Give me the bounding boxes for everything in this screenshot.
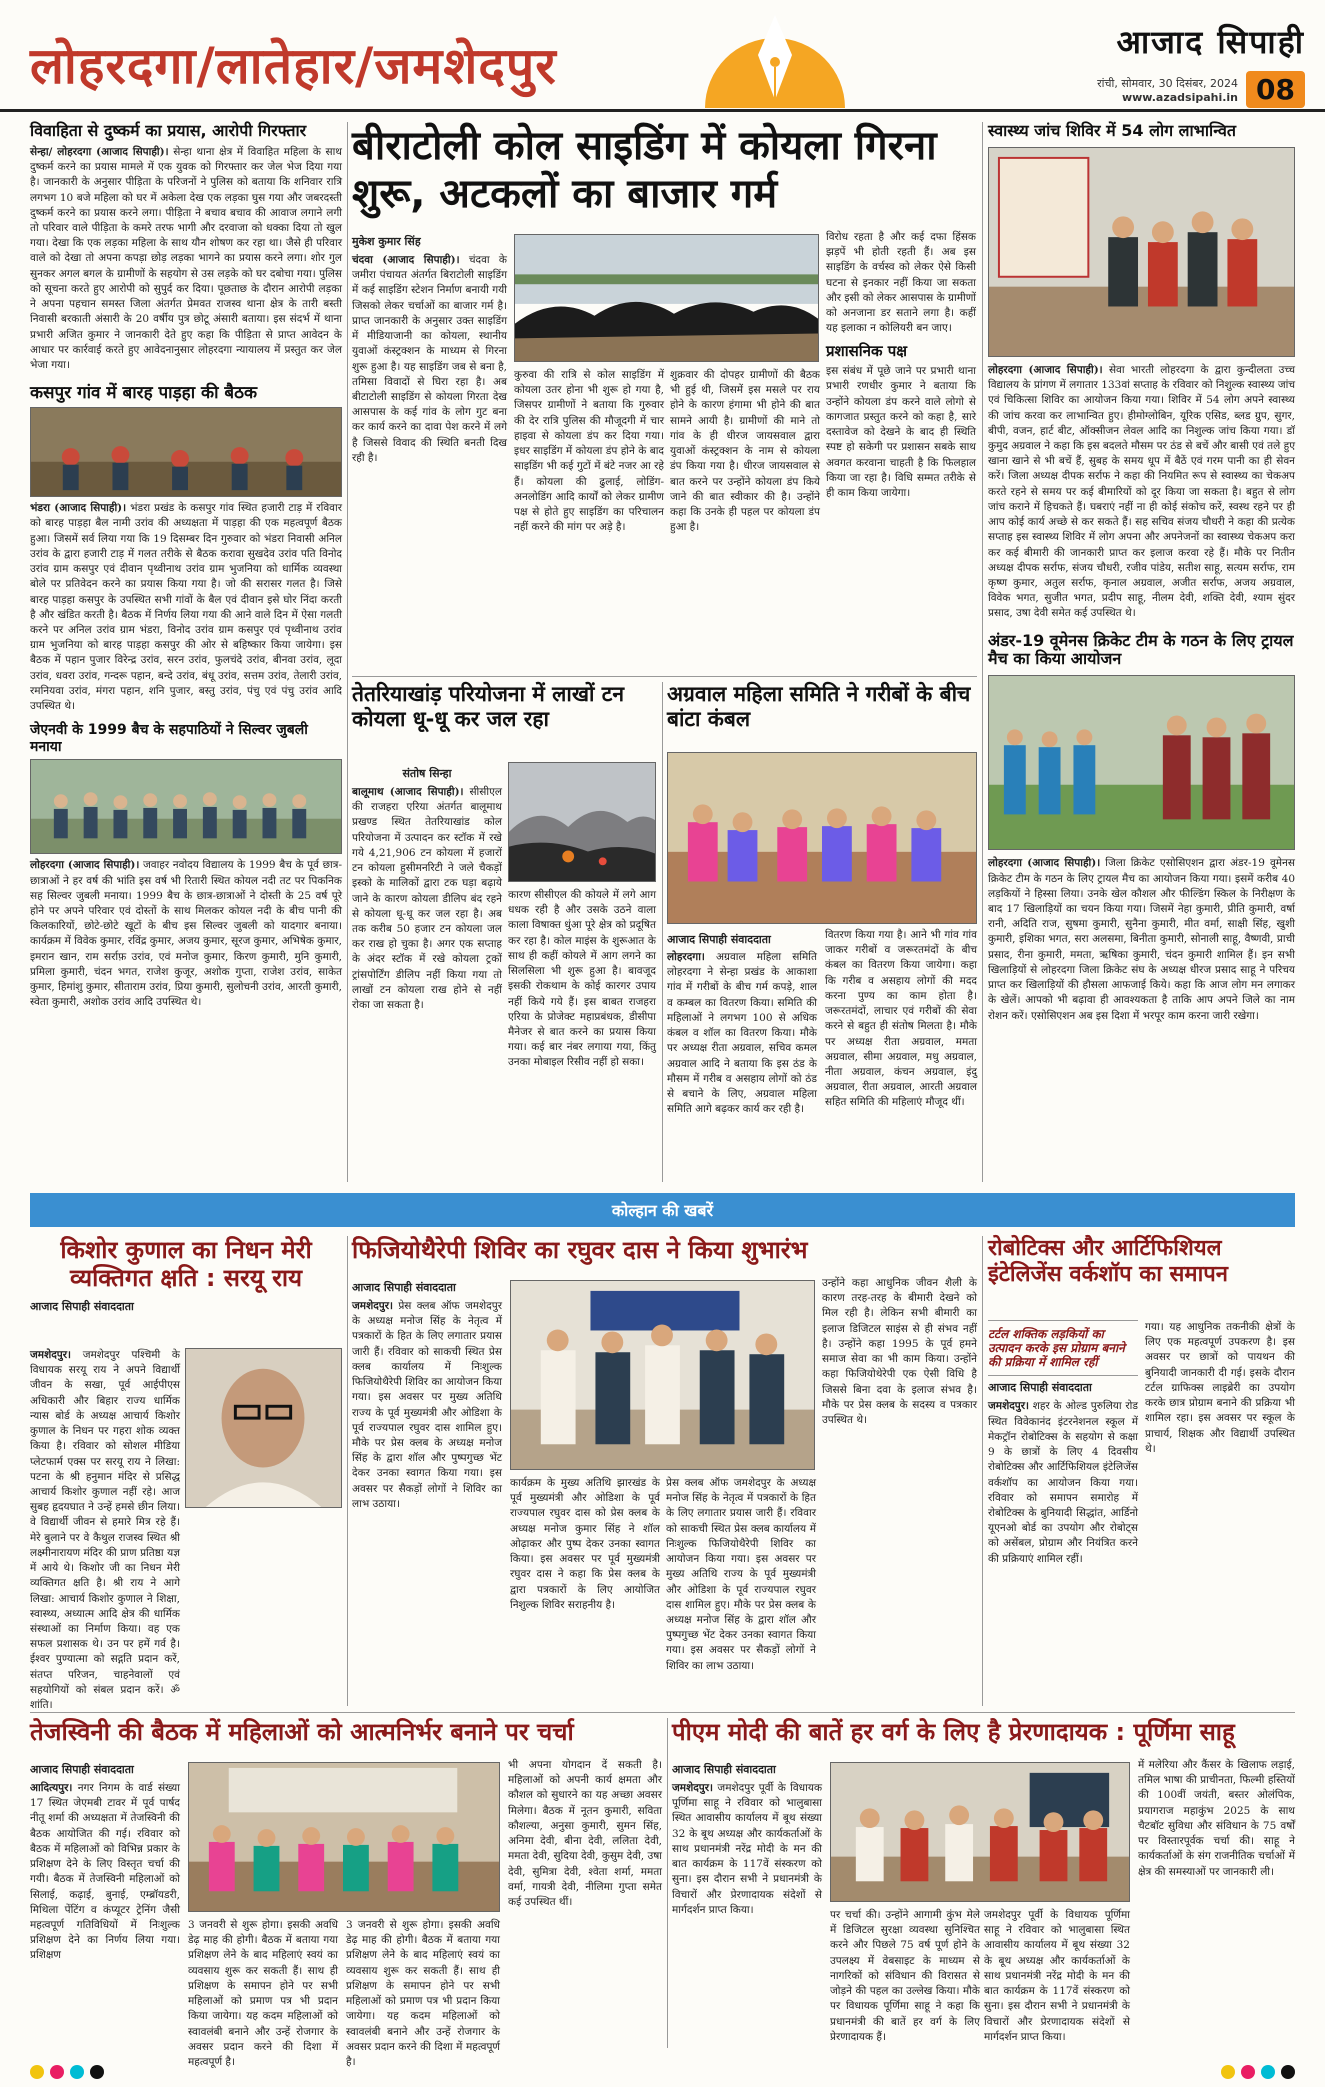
- tetariyakhand-body-2: कारण सीसीएल की कोयले में लगे आग धधक रही है और उसके उठने वाला काला विषाक्त धुंआ पूरे क्षेत्र को प्रदूषित कर रहा है। कोल माइंस के शुरूआत के साथ ही कहीं कोयले में आग लगने का सिलसिला भी शुरू हुआ है। बावजूद इसकी रोकथाम के कोई कारगर उपाय नहीं किये गये हैं। इस बाबत राजहरा एरिया के प्रोजेक्ट महाप्रबंधक, डीसीपा मैनेजर से बात करने का प्रयास किया गया। कई बार नंबर लगाया गया, किंतु उनका मोबाइल रिसीव नहीं हो सका।: [508, 889, 656, 1069]
- kolhan-section-bar: [30, 1193, 1295, 1227]
- dowry-headline: विवाहिता से दुष्कर्म का प्रयास, आरोपी गिरफ्तार: [30, 121, 307, 140]
- coal-body-2: कुरुवा की रात्रि से कोल साइडिंग में कोयला उतर होना भी शुरू हो गया है, जिसपर ग्रामीणों ने बताया कि गुरुवार की देर रात्रि पुलिस की मौजूदगी में चार हाइवा से कोयला डंप कर दिया गया। इधर साइडिंग में कोयला डंप होने के बाद साइडिंग भी कई गुटों में बंटे नजर आ रहे हैं। कोयला की ढुलाई, लोडिंग-अनलोडिंग आदि कार्यों को लेकर ग्रामीण पक्ष से होते हुए साइडिंग का परिचालन नहीं करने की मांग पर अड़े है।: [514, 369, 664, 534]
- kishore-byline: आजाद सिपाही संवाददाता: [30, 1299, 134, 1313]
- kishore-headline: किशोर कुणाल का निधन मेरी व्यक्तिगत क्षति : सरयू राय: [60, 1236, 312, 1293]
- masthead: [0, 0, 1325, 112]
- saryu-rai-photo: [185, 1348, 342, 1508]
- dowry-text: सेन्हा थाना क्षेत्र में विवाहित महिला के साथ दुष्कर्म करने का प्रयास मामले में एक युवक को गिरफ्तार कर जेल भेज दिया गया है। जानकारी के अनुसार पीड़िता के परिजनों ने पुलिस को बताया कि शनिवार रात्रि लगभग 10 बजे महिला को घर में अकेला देख एक लड़का घुस गया और जबरदस्ती दुष्कर्म करने का प्रयास करने लगा। पीड़िता ने बचाव बचाव की आवाज लगाने लगी तो परिवार वाले पीड़िता के कमरे तरफ भागी और दरवाजा को धक्का दिया तो खुल गया। देखा कि एक लड़का महिला के साथ यौन शोषण कर रहा था। जैसे ही परिवार वाले को देखा तो अपना कपड़ा छोड़ लड़का भागने का प्रयास करने लगा। शोर गुल सुनकर अगल बगल के ग्रामीणों के सहयोग से उस लड़के को घर दबोचा गया। पुलिस को सूचना करते हुए आरोपी को सुपुर्द कर दिया। पूछताछ के दौरान आरोपी लड़का ने अपना पहचान समस्त जिला अंतर्गत प्रेमवत राजस्व थाना क्षेत्र के तारी बस्ती निवासी बरकाती अंसारी के 20 वर्षीय पुत्र छोटू अंसारी बताया। इस संदर्भ में थाना प्रभारी अजित कुमार ने जानकारी देते हुए कहा कि पीड़िता से प्राप्त आवेदन के आधार पर कार्रवाई करते हुए आवेदनानुसार लोहरदगा न्यायालय में प्रस्तुत कर जेल भेजा गया।: [30, 145, 343, 371]
- kaspur-text: भंडरा प्रखंड के कसपुर गांव स्थित हजारी टाड़ में रविवार को बारह पाड़हा बैल नामी उरांव की अध्यक्षता में पाड़हा की एक महत्वपूर्ण बैठक हुआ। जिसमें सर्व लिया गया कि 19 दिसम्बर दिन गुरुवार को भंडरा निवासी अनिल उरांव के द्वारा हजारी टाड़ में गलत तरीके से बैठक करावा सुखदेव उरांव पति विनोद उरांव ग्राम कसपुर एवं दीवान पृथ्वीनाथ उरांव ग्राम भुजनिया को धार्मिक व्यवस्था बोले पर प्रतिवेदन करने का प्रयास किया गया है। जो की सरासर गलत है। जिसे बारह पाड़हा कसपुर के उपस्थित सभी गांवों के बैल एवं दीवान इसे घोर निंदा करती है और खंडित करती है। बैठक में निर्णय लिया गया की आने वाले दिन में ऐसा गलती करने पर अनिल उरांव ग्राम भंडरा, विनोद उरांव ग्राम कसपुर एवं पृथ्वीनाथ उरांव ग्राम भुजनिया को बारह पाड़हा कसपुर की ओर से बहिष्कार किया जायेगा। इस बैठक में पहान पुजार विरेन्द्र उरांव, सरन उरांव, फुलचंदे उरांव, बीनवा उरांव, लूदा उरांव, धवरा उरांव, गन्दरू पहान, बन्दे उरांव, बंधू उरांव, सत्तम उरांव, तेलारी उरांव, रमनियवा उरांव, मंगरा पहान, शनि पुजार, बस्तु उरांव, पंचु एवं पंचु उरांव आदि उपस्थित थे।: [30, 502, 343, 713]
- jnv-text: जवाहर नवोदय विद्यालय के 1999 बैच के पूर्व छात्र-छात्राओं ने हर वर्ष की भांति इस वर्ष भी रितारी स्थित कोयल नदी तट पर पिकनिक सह सिल्वर जुबली मनाया। 1999 बैच के छात्र-छात्राओं ने दोस्ती के 25 वर्ष पूरे होने पर अपने परिवार एवं दोस्तों के साथ मिलकर कोयल नदी के बीच पानी की किलकारियों, छोटे-छोटे खूटों के बीच इस सिल्वर जुबली को यादगार बनाया। कार्यक्रम में विवेक कुमार, रविंद्र कुमार, अजय कुमार, सूरज कुमार, अभिषेक कुमार, इमरान खान, राम सर्राफ़ उरांव, एवं मनोज कुमार, किरण कुमारी, मुनि कुमारी, प्रमिला कुमारी, चंदन भगत, राजेश कुजूर, अशोक गुप्ता, राजेश उरांव, साकेत कुमार, हिमांशु कुमार, सीताराम उरांव, प्रिया कुमारी, सुलोचनी उरांव, आरती कुमारी, स्वेता कुमारी, अशोक उरांव आदि उपस्थित थे।: [30, 859, 343, 1009]
- modi-body-1: जमशेदपुर। जमशेदपुर पूर्वी के विधायक पूर्णिमा साहू ने रविवार को भालुबासा स्थित आवासीय कार्यालय में बूथ संख्या 32 के बूथ अध्यक्ष और कार्यकर्ताओं के साथ प्रधानमंत्री नरेंद्र मोदी के मन की बात कार्यक्रम के 117वें संस्करण को सुना। इस दौरान सभी ने प्रधानमंत्री के विचारों और प्रेरणादायक संदेशों से मार्गदर्शन प्राप्त किया।: [672, 1782, 823, 1916]
- burning-coal-photo: [508, 762, 656, 882]
- tejaswini-body-3: भी अपना योगदान दें सकती है। महिलाओं को अपनी कार्य क्षमता और कौशल को सुधारने का यह अच्छा अवसर मिलेगा। बैठक में नूतन कुमारी, सविता कौशल्या, अनुसा कुमारी, सुमन सिंह, अनिमा देवी, बीना देवी, ललिता देवी, ममता देवी, सुदिया देवी, कुसुम देवी, उषा देवी, सुमित्रा देवी, श्वेता शर्मा, ममता वर्मा, गायत्री देवी, नीलिमा गुप्ता समेत कई उपस्थित थीं।: [508, 1759, 662, 1908]
- newspaper-brand: आजाद सिपाही: [1116, 23, 1305, 61]
- tetariyakhand-story: [352, 682, 657, 1182]
- coal-headline: बीराटोली कोल साइडिंग में कोयला गिरना शुरू, अटकलों का बाजार गर्म: [352, 123, 937, 217]
- mann-ki-baat-photo: [830, 1762, 1130, 1902]
- health-body: [988, 363, 1295, 622]
- registration-dots-left: [30, 2065, 104, 2079]
- agrawal-dateline: लोहरदगा।: [667, 951, 705, 963]
- physio-body-2b: प्रेस क्लब ऑफ जमशेदपुर के अध्यक्ष मनोज सिंह के नेतृत्व में पत्रकारों के हित के लिए लगातार प्रयास जारी हैं। रविवार को साकची स्थित प्रेस क्लब कार्यालय में निःशुल्क फिजियोथैरेपी शिविर का आयोजन किया गया। इस अवसर पर मुख्य अतिथि राज्य के पूर्व मुख्यमंत्री और ओडिशा के पूर्व राज्यपाल रघुवर दास शामिल हुए। मौके पर प्रेस क्लब के अध्यक्ष मनोज सिंह के द्वारा शॉल और पुष्पगुच्छ भेंट देकर उनका स्वागत किया गया। इस अवसर पर सैकड़ों लोगों ने शिविर का लाभ उठाया।: [666, 1477, 816, 1672]
- tetariyakhand-body-1: बालूमाथ (आजाद सिपाही)। सीसीएल की राजहरा एरिया अंतर्गत बालूमाथ प्रखण्ड स्थित तेतरियाखांड कोल परियोजना में उत्पादन कर स्टॉक में रखे गये 4,21,906 टन कोयला में हजारों टन कोयला हुसीमनरिटी ने जले चैकड़ों इस्को के मालिकों द्वारा टक घड़ा बढ़ाये जाने के कारण कोयला डीलिप बंद रहने से कोयला धू-धू कर जल रहा है। अब तक करीब 50 हजार टन कोयला जल कर राख हो चुका है। अगर एक सप्ताह के अंदर स्टॉक में रखे कोयला ट्रकों ट्रांसपोर्टिंग डीलिप नहीं किया गया तो लाखों टन कोयला राख होने से नहीं रोका जा सकता है।: [352, 786, 502, 1012]
- coal-body-5: इस संबंध में पूछे जाने पर प्रभारी थाना प्रभारी रणधीर कुमार ने बताया कि उन्होंने कोयला डंप करने वाले लोगो से कागजात प्रस्तुत करने को कहा है, सारे दस्तावेज को देखने के बाद ही स्थिति स्पष्ट हो सकेगी पर प्रशासन सबके साथ अवगत करवाना चाहती है कि फिलहाल किया जा रहा है। विधि सम्मत तरीके से ही काम किया जायेगा।: [826, 365, 976, 499]
- cricket-body: [988, 856, 1295, 1023]
- kishore-story: [30, 1236, 342, 1712]
- agrawal-photo-credit: आजाद सिपाही संवाददाता: [667, 933, 771, 946]
- tetariyakhand-headline: तेतरियाखांड़ परियोजना में लाखों टन कोयला धू-धू कर जल रहा: [352, 682, 625, 731]
- section-title: लोहरदगा/लातेहार/जमशेदपुर: [30, 37, 557, 95]
- coal-body-3: शुक्रवार की दोपहर ग्रामीणों की बैठक भी हुई थी, जिसमें इस मसले पर राय होने के कारण हंगामा भी होने की बात सामने आयी है। ग्रामीणों की माने तो गांव के ही धीरज जायसवाल द्वारा युवाओं कंस्ट्रक्शन के नाम से कोयला डंप किया गया है। धीरज जायसवाल से बात करने पर उन्होंने कोयला डंप किये जाने की बात स्वीकार की है। उन्होंने कहा कि उनके ही पहल पर कोयला डंप हुआ है।: [670, 369, 820, 534]
- modi-headline: पीएम मोदी की बातें हर वर्ग के लिए है प्रेरणादायक : पूर्णिमा साहू: [672, 1718, 1235, 1746]
- modi-body-3: में मलेरिया और कैंसर के खिलाफ लड़ाई, तमिल भाषा की प्राचीनता, फिल्मी हस्तियों की 100वीं जयंती, बस्तर ओलंपिक, प्रयागराज महाकुंभ 2025 के साथ चैटबॉट सुविधा और संविधान के 75 वर्षों पर विस्तारपूर्वक चर्चा की। साहू ने कार्यकर्ताओं के संग राजनीतिक चर्चाओं में क्षेत्र की समस्याओं पर जानकारी ली।: [1138, 1759, 1295, 1878]
- tetariyakhand-dateline: बालूमाथ (आजाद सिपाही)।: [352, 786, 464, 798]
- section-bar-label: कोल्हान की खबरें: [611, 1201, 714, 1220]
- agrawal-headline: अग्रवाल महिला समिति ने गरीबों के बीच बांटा कंबल: [667, 682, 971, 731]
- physio-headline: फिजियोथैरेपी शिविर का रघुवर दास ने किया शुभारंभ: [352, 1236, 808, 1264]
- agrawal-body-1: लोहरदगा। अग्रवाल महिला समिति लोहरदगा ने सेन्हा प्रखंड के आकाशा गांव में गरीबों के बीच गर्म कपड़े, शाल व कम्बल का वितरण किया। समिति की महिलाओं ने लगभग 100 से अधिक कंबल व शॉल का वितरण किया। मौके पर अध्यक्ष रीता अग्रवाल, सचिव कमल अग्रवाल आदि ने बताया कि इस ठंड के मौसम में गरीब व असहाय लोगों को ठंड से बचाने के लिए, अग्रवाल महिला समिति आगे बढ़कर कार्य कर रही है।: [667, 951, 817, 1116]
- kishore-dateline: जमशेदपुर।: [30, 1349, 72, 1361]
- dowry-body: [30, 145, 342, 373]
- robotics-body-1: जमशेदपुर। शहर के ओल्ड पुरुलिया रोड स्थित विवेकानंद इंटरनेशनल स्कूल में मेकट्रॉन रोबोटिक्स के सहयोग से कक्षा 9 के छात्रों के लिए 4 दिवसीय रोबोटिक्स और आर्टिफिशियल इंटेलिजेंस वर्कशॉप का आयोजन किया गया। रविवार को समापन समारोह में रोबोटिक्स के बुनियादी सिद्धांत, आर्डिनो यूएनओ बोर्ड का उपयोग और रोबोट्स को असेंबल, प्रोग्राम और नियंत्रित करने की प्रक्रियाएं शामिल रहीं।: [988, 1400, 1139, 1565]
- health-text: सेवा भारती लोहरदगा के द्वारा कुन्दीलता उच्च विद्यालय के प्रांगण में लगातार 133वां सप्ताह के रविवार को निशुल्क स्वास्थ्य जांच एवं चिकित्सा शिविर का आयोजन किया गया। शिविर में 54 लोग अपने स्वास्थ्य की जांच करवा कर लाभान्वित हुए। हीमोग्लोबिन, यूरिक एसिड, ब्लड ग्रुप, सुगर, बीपी, वजन, हार्ट बीट, ऑक्सीजन लेवल आदि का निशुल्क जांच किया गया। डॉ कुमुद अग्रवाल ने कहा कि इस बदलते मौसम पर ठंड से बचें और बासी एवं तले हुए खाना खाने से भी बचें हैं, सुबह के समय धूप में बैठें एवं गरम पानी का ही सेवन करें। जिला अध्यक्ष दीपक सर्राफ ने कहा की नियमित रूप से स्वास्थ्य का चेकअप करते रहने से समय पर कई बीमारियों को दूर किया जा सकता है। बहुत से लोग जांच कराने में हिचकते हैं। घबराएं नहीं ना ही कोई संकोच करें, स्वस्थ रहने पर ही आप कोई कार्य अच्छे से कर सकते हैं। सह सचिव संजय चौधरी ने कहा की प्रत्येक सप्ताह इस स्वास्थ्य शिविर में लोग अपना और अपनेजनों का स्वास्थ्य चेकअप करा कर कई बीमारी की जानकारी प्राप्त कर इलाज करवा रहे हैं। मौके पर नितीन अध्यक्ष दीपक सर्राफ, संजय चौधरी, रजीव पांडेय, सतीश साहू, सत्यम सर्राफ, राम कृष्ण कुमार, अतुल सर्राफ, कृनाल अग्रवाल, अजीत सर्राफ, अजय अग्रवाल, विवेक भगत, सुजीत भगत, प्रदीप साहू, नीलम देवी, शक्ति देवी, श्याम सुंदर प्रसाद, उषा देवी समेत कई उपस्थित थे।: [988, 363, 1295, 620]
- kishore-body: जमशेदपुर। जमशेदपुर पश्चिमी के विधायक सरयू राय ने अपने विद्यार्थी जीवन के सखा, पूर्व आईपीएस अधिकारी और बिहार राज्य धार्मिक न्यास बोर्ड के अध्यक्ष आचार्य किशोर कुणाल के निधन पर गहरा शोक व्यक्त किया है। रविवार को सोशल मीडिया प्लेटफार्म एक्स पर सरयू राय ने लिखा: पटना के श्री हनुमान मंदिर से प्रसिद्ध आचार्य किशोर कुणाल नहीं रहे। आज सुबह हृदयघात ने उन्हें हमसे छीन लिया। वे विद्यार्थी जीवन से हमारे मित्र रहे हैं। मेरे बुलाने पर वे कैथुल राजस्व स्थित श्री लक्ष्मीनारायण मंदिर की प्राण प्रतिष्ठा यज्ञ में आये थे। किशोर जी का निधन मेरी व्यक्तिगत क्षति है। श्री राय ने आगे लिखा: आचार्य किशोर कुणाल ने शिक्षा, स्वास्थ्य, अध्यात्म आदि क्षेत्र की धार्मिक संस्थाओं का निर्माण किया। वह एक सफल प्रशासक थे। उन पर हमें गर्व है। ईश्वर पुण्यात्मा को सद्गति प्रदान करें, संतप्त परिजन, चाहनेवालों एवं सहयोगियों को संबल प्रदान करें। ॐ शांति।: [30, 1349, 180, 1712]
- tejaswini-story: [30, 1718, 662, 2068]
- robotics-story: [988, 1236, 1295, 1706]
- cricket-text: जिला क्रिकेट एसोसिएशन द्वारा अंडर-19 वूमेनस क्रिकेट टीम के गठन के लिए ट्रायल मैच का आयोजन किया गया। इसमें करीब 40 लड़कियों ने हिस्सा लिया। उनके खेल कौशल और फील्डिंग स्किल के निरीक्षण के बाद 17 खिलाड़ियों का चयन किया गया। जिसमें नेहा कुमारी, प्रीति कुमारी, वर्षा रानी, अदिति राज, सुषमा कुमारी, सुनैना कुमारी, मीत वर्मा, साक्षी सिंह, खुशी कुमारी, इशिका भगत, सरा अलसमा, बिनीता कुमारी, सोनाली साहू, वैष्णवी, प्राची प्रसाद, रीना कुमारी, ममता, ऋषिका कुमारी, चंदन कुमारी शामिल हैं। इन सभी खिलाड़ियों से लोहरदगा जिला क्रिकेट संघ के अध्यक्ष धीरज प्रसाद साहू ने परिचय प्राप्त कर खिलाड़ियों की हौसला आफजाई किये। कहा कि आज लोग मन लगाकर के खेलें। आपको भी बढ़ावा ही आवश्यकता है ताकि आप अपने जिले का नाम रोशन करें। एसोसिएशन अब इस दिशा में भरपूर काम करना जारी रखेगा।: [988, 857, 1295, 1022]
- registration-dots-right: [1221, 2065, 1295, 2079]
- coal-story: [352, 122, 977, 677]
- modi-body-2b: जमशेदपुर पूर्वी के विधायक पूर्णिमा साहू ने रविवार को भालुबासा स्थित आवासीय कार्यालय में बूथ संख्या 32 के बूथ अध्यक्ष और कार्यकर्ताओं के साथ प्रधानमंत्री नरेंद्र मोदी के मन की बात कार्यक्रम के 117वें संस्करण को सुना। इस दौरान सभी ने प्रधानमंत्री के विचारों और प्रेरणादायक संदेशों से मार्गदर्शन प्राप्त किया।: [984, 1909, 1130, 2043]
- physio-story: [352, 1236, 977, 1706]
- tejaswini-headline: तेजस्विनी की बैठक में महिलाओं को आत्मनिर्भर बनाने पर चर्चा: [30, 1718, 574, 1746]
- tejaswini-body-1: आदित्यपुर। नगर निगम के वार्ड संख्या 17 स्थित जेएमबी टावर में पूर्व पार्षद नीतू शर्मा की अध्यक्षता में तेजस्विनी की बैठक आयोजित की गई। रविवार को बैठक में महिलाओं को विभिन्न प्रकार के प्रशिक्षण देने के लिए विस्तृत चर्चा की गयी। बैठक में तेजस्विनी महिलाओं को सिलाई, कढ़ाई, बुनाई, एम्ब्रॉयडरी, मिथिला पेंटिंग व कंप्यूटर ट्रेनिंग जैसी महत्वपूर्ण गतिविधियों में निःशुल्क प्रशिक्षण देने का निर्णय लिया गया। प्रशिक्षण: [30, 1782, 180, 1962]
- dateline: रांची, सोमवार, 30 दिसंबर, 2024: [1097, 76, 1239, 90]
- coal-body-4: विरोध रहता है और कई दफा हिंसक झड़पें भी होती रहती हैं। अब इस साइडिंग के वर्चस्व को लेकर ऐसे किसी घटना से इनकार नहीं किया जा सकता और इसी को लेकर आसपास के ग्रामीणों को अनजाना डर सताने लगा है। कहीं यह इलाका न कोलियरी बन जाए।: [826, 231, 976, 335]
- physio-byline: आजाद सिपाही संवाददाता: [352, 1281, 456, 1294]
- right-column: [988, 122, 1295, 1182]
- jnv-group-photo: [30, 759, 342, 854]
- jnv-body: [30, 858, 342, 1010]
- modi-byline: आजाद सिपाही संवाददाता: [672, 1763, 776, 1776]
- coal-heap-photo: [514, 234, 819, 362]
- agrawal-body-2: वितरण किया गया है। आने भी गांव गांव जाकर गरीबों व जरूरतमंदों के बीच कंबल का वितरण किया जायेगा। कहा कि गरीब व असहाय लोगों की मदद करना पुण्य का काम होता है। जरूरतमंदों, लाचार एवं गरीबों की सेवा करने से बहुत ही संतोष मिलता है। मौके पर अध्यक्ष रीता अग्रवाल, ममता अग्रवाल, सीमा अग्रवाल, मधु अग्रवाल, नीता अग्रवाल, कंचन अग्रवाल, इंदु अग्रवाल, रीता अग्रवाल, आरती अग्रवाल सहित समिति की महिलाएं मौजूद थीं।: [825, 929, 977, 1109]
- coal-body-1: चंदवा (आजाद सिपाही)। चंदवा के जमीरा पंचायत अंतर्गत बिराटोली साइडिंग में कई साइडिंग स्टेशन निर्माण बनायी गयी जिसको लेकर चर्चाओं का बाजार गर्म है। प्राप्त जानकारी के अनुसार उक्त साइडिंग में मीडियाजानी का कोयला, स्थानीय युवाओं कंस्ट्रक्शन के माध्यम से गिरना शुरू हुआ है। यह साइडिंग जब से बना है, तमिसा विवादों से घिरा रहा है। अब बीटाटोली साइडिंग से कोयला गिरता देख आसपास के कई गांव के लोग गुट बना कर कार्य करने का दावा पेश करने में लगे है जिससे विवाद की स्थिति बनती दिख रही है।: [352, 254, 507, 464]
- cricket-dateline: लोहरदगा (आजाद सिपाही)।: [988, 857, 1101, 870]
- coal-subhead: प्रशासनिक पक्ष: [826, 341, 907, 360]
- physio-camp-photo: [510, 1280, 815, 1470]
- robotics-headline: रोबोटिक्स और आर्टिफिशियल इंटेलिजेंस वर्कशॉप का समापन: [988, 1236, 1228, 1287]
- health-camp-photo: [988, 147, 1295, 357]
- cricket-headline: अंडर-19 वूमेनस क्रिकेट टीम के गठन के लिए ट्रायल मैच का किया आयोजन: [988, 630, 1294, 669]
- physio-dateline: जमशेदपुर।: [352, 1300, 394, 1312]
- kaspur-dateline: भंडरा (आजाद सिपाही)।: [30, 502, 127, 515]
- jnv-dateline: लोहरदगा (आजाद सिपाही)।: [30, 859, 140, 872]
- page-number: 08: [1246, 71, 1305, 108]
- coal-byline: मुकेश कुमार सिंह: [352, 235, 421, 248]
- physio-body-2: कार्यक्रम के मुख्य अतिथि झारखंड के पूर्व मुख्यमंत्री और ओडिशा के पूर्व राज्यपाल रघुवर दास को प्रेस क्लब के अध्यक्ष मनोज कुमार सिंह ने शॉल ओढ़ाकर और पुष्प देकर उनका स्वागत किया। इस अवसर पर पूर्व मुख्यमंत्री रघुवर दास ने कहा कि प्रेस क्लब के द्वारा पत्रकारों के लिए आयोजित निशुल्क शिविर सराहनीय है।: [510, 1477, 660, 1611]
- agrawal-story: [667, 682, 977, 1182]
- tetariyakhand-byline: संतोष सिन्हा: [402, 767, 452, 780]
- tejaswini-dateline: आदित्यपुर।: [30, 1782, 73, 1794]
- physio-body-1: जमशेदपुर। प्रेस क्लब ऑफ जमशेदपुर के अध्यक्ष मनोज सिंह के नेतृत्व में पत्रकारों के हित के लिए लगातार प्रयास जारी हैं। रविवार को साकची स्थित प्रेस क्लब कार्यालय में निःशुल्क फिजियोथैरेपी शिविर का आयोजन किया गया। इस अवसर पर मुख्य अतिथि राज्य के पूर्व मुख्यमंत्री और ओडिशा के पूर्व राज्यपाल रघुवर दास शामिल हुए। मौके पर प्रेस क्लब के अध्यक्ष मनोज सिंह के द्वारा शॉल और पुष्पगुच्छ भेंट देकर उनका स्वागत किया गया। इस अवसर पर सैकड़ों लोगों ने शिविर का लाभ उठाया।: [352, 1300, 502, 1510]
- robotics-pullquote: टर्टल शक्तिक लड़कियों का उत्पादन करके इस प्रोग्राम बनाने की प्रक्रिया में शामिल रहीं: [988, 1320, 1138, 1376]
- tejaswini-byline: आजाद सिपाही संवाददाता: [30, 1763, 134, 1776]
- modi-dateline: जमशेदपुर।: [672, 1782, 714, 1794]
- jnv-headline: जेएनवी के 1999 बैच के सहपाठियों ने सिल्वर जुबली मनाया: [30, 722, 308, 755]
- kaspur-body: [30, 501, 342, 714]
- tejaswini-body-2b: 3 जनवरी से शुरू होगा। इसकी अवधि डेढ़ माह की होगी। बैठक में बताया गया प्रशिक्षण लेने के बाद महिलाएं स्वयं का व्यवसाय शुरू कर सकती हैं। साथ ही प्रशिक्षण के समापन होने पर सभी महिलाओं को प्रमाण पत्र भी प्रदान किया जायेगा। यह कदम महिलाओं को स्वावलंबी बनाने और उन्हें रोजगार के अवसर प्रदान करने की दिशा में महत्वपूर्ण है।: [346, 1919, 500, 2068]
- color-registration-marks: [0, 2057, 1325, 2087]
- kaspur-headline: कसपुर गांव में बारह पाड़हा की बैठक: [30, 383, 258, 404]
- tejaswini-meeting-photo: [188, 1762, 500, 1912]
- left-column: [30, 122, 342, 1182]
- blanket-distribution-photo: [667, 752, 977, 924]
- health-dateline: लोहरदगा (आजाद सिपाही)।: [988, 363, 1103, 376]
- robotics-byline: आजाद सिपाही संवाददाता: [988, 1381, 1092, 1395]
- modi-story: [672, 1718, 1295, 2048]
- kaspur-photo: [30, 407, 342, 497]
- modi-body-2: पर चर्चा की। उन्होंने आगामी कुंभ मेले में डिजिटल सुरक्षा व्यवस्था सुनिश्चित करने और पिछले 75 वर्ष पूर्ण होने के उपलक्ष्य में वेबसाइट के माध्यम से नागरिकों को संविधान की विरासत से जोड़ने की पहल का उल्लेख किया। मौके पर विधायक पूर्णिमा साहू ने कहा कि प्रधानमंत्री की बातें हर वर्ग के लिए प्रेरणादायक हैं।: [830, 1909, 980, 2043]
- masthead-brand-block: [1060, 20, 1305, 108]
- website: www.azadsipahi.in: [1121, 90, 1239, 104]
- cricket-team-photo: [988, 675, 1295, 850]
- robotics-dateline: जमशेदपुर।: [988, 1400, 1030, 1413]
- robotics-body-2: गया। यह आधुनिक तकनीकी क्षेत्रों के लिए एक महत्वपूर्ण उपकरण है। इस अवसर पर छात्रों को पायथन की बुनियादी जानकारी दी गई। इसके दौरान टर्टल ग्राफिक्स लाइब्रेरी का उपयोग करके छात्र प्रोग्राम बनाने की प्रक्रिया भी शामिल रहा। इस अवसर पर स्कूल के प्राचार्य, शिक्षक और विद्यार्थी उपस्थित थे।: [1145, 1321, 1295, 1455]
- pen-nib-logo-icon: [700, 0, 850, 108]
- dowry-dateline: सेन्हा/ लोहरदगा (आजाद सिपाही)।: [30, 145, 169, 158]
- coal-dateline: चंदवा (आजाद सिपाही)।: [352, 254, 460, 266]
- health-headline: स्वास्थ्य जांच शिविर में 54 लोग लाभान्वित: [988, 121, 1236, 140]
- physio-body-3: उन्होंने कहा आधुनिक जीवन शैली के कारण तरह-तरह के बीमारी देखने को मिल रही है। लेकिन सभी बीमारी का इलाज डिजिटल साइंस से ही संभव नहीं है। उन्होंने कहा 1995 के पूर्व हमने समाज सेवा का भी काम किया। उन्होंने कहा फिजियोथेरेपी एक ऐसी विधि है जिससे बिना दवा के इलाज संभव है। मौके पर प्रेस क्लब के सदस्य व पत्रकार उपस्थित थे।: [822, 1277, 977, 1426]
- tejaswini-body-2: 3 जनवरी से शुरू होगा। इसकी अवधि डेढ़ माह की होगी। बैठक में बताया गया प्रशिक्षण लेने के बाद महिलाएं स्वयं का व्यवसाय शुरू कर सकती हैं। साथ ही प्रशिक्षण के समापन होने पर सभी महिलाओं को प्रमाण पत्र भी प्रदान किया जायेगा। यह कदम महिलाओं को स्वावलंबी बनाने और उन्हें रोजगार के अवसर प्रदान करने की दिशा में महत्वपूर्ण है।: [188, 1919, 338, 2068]
